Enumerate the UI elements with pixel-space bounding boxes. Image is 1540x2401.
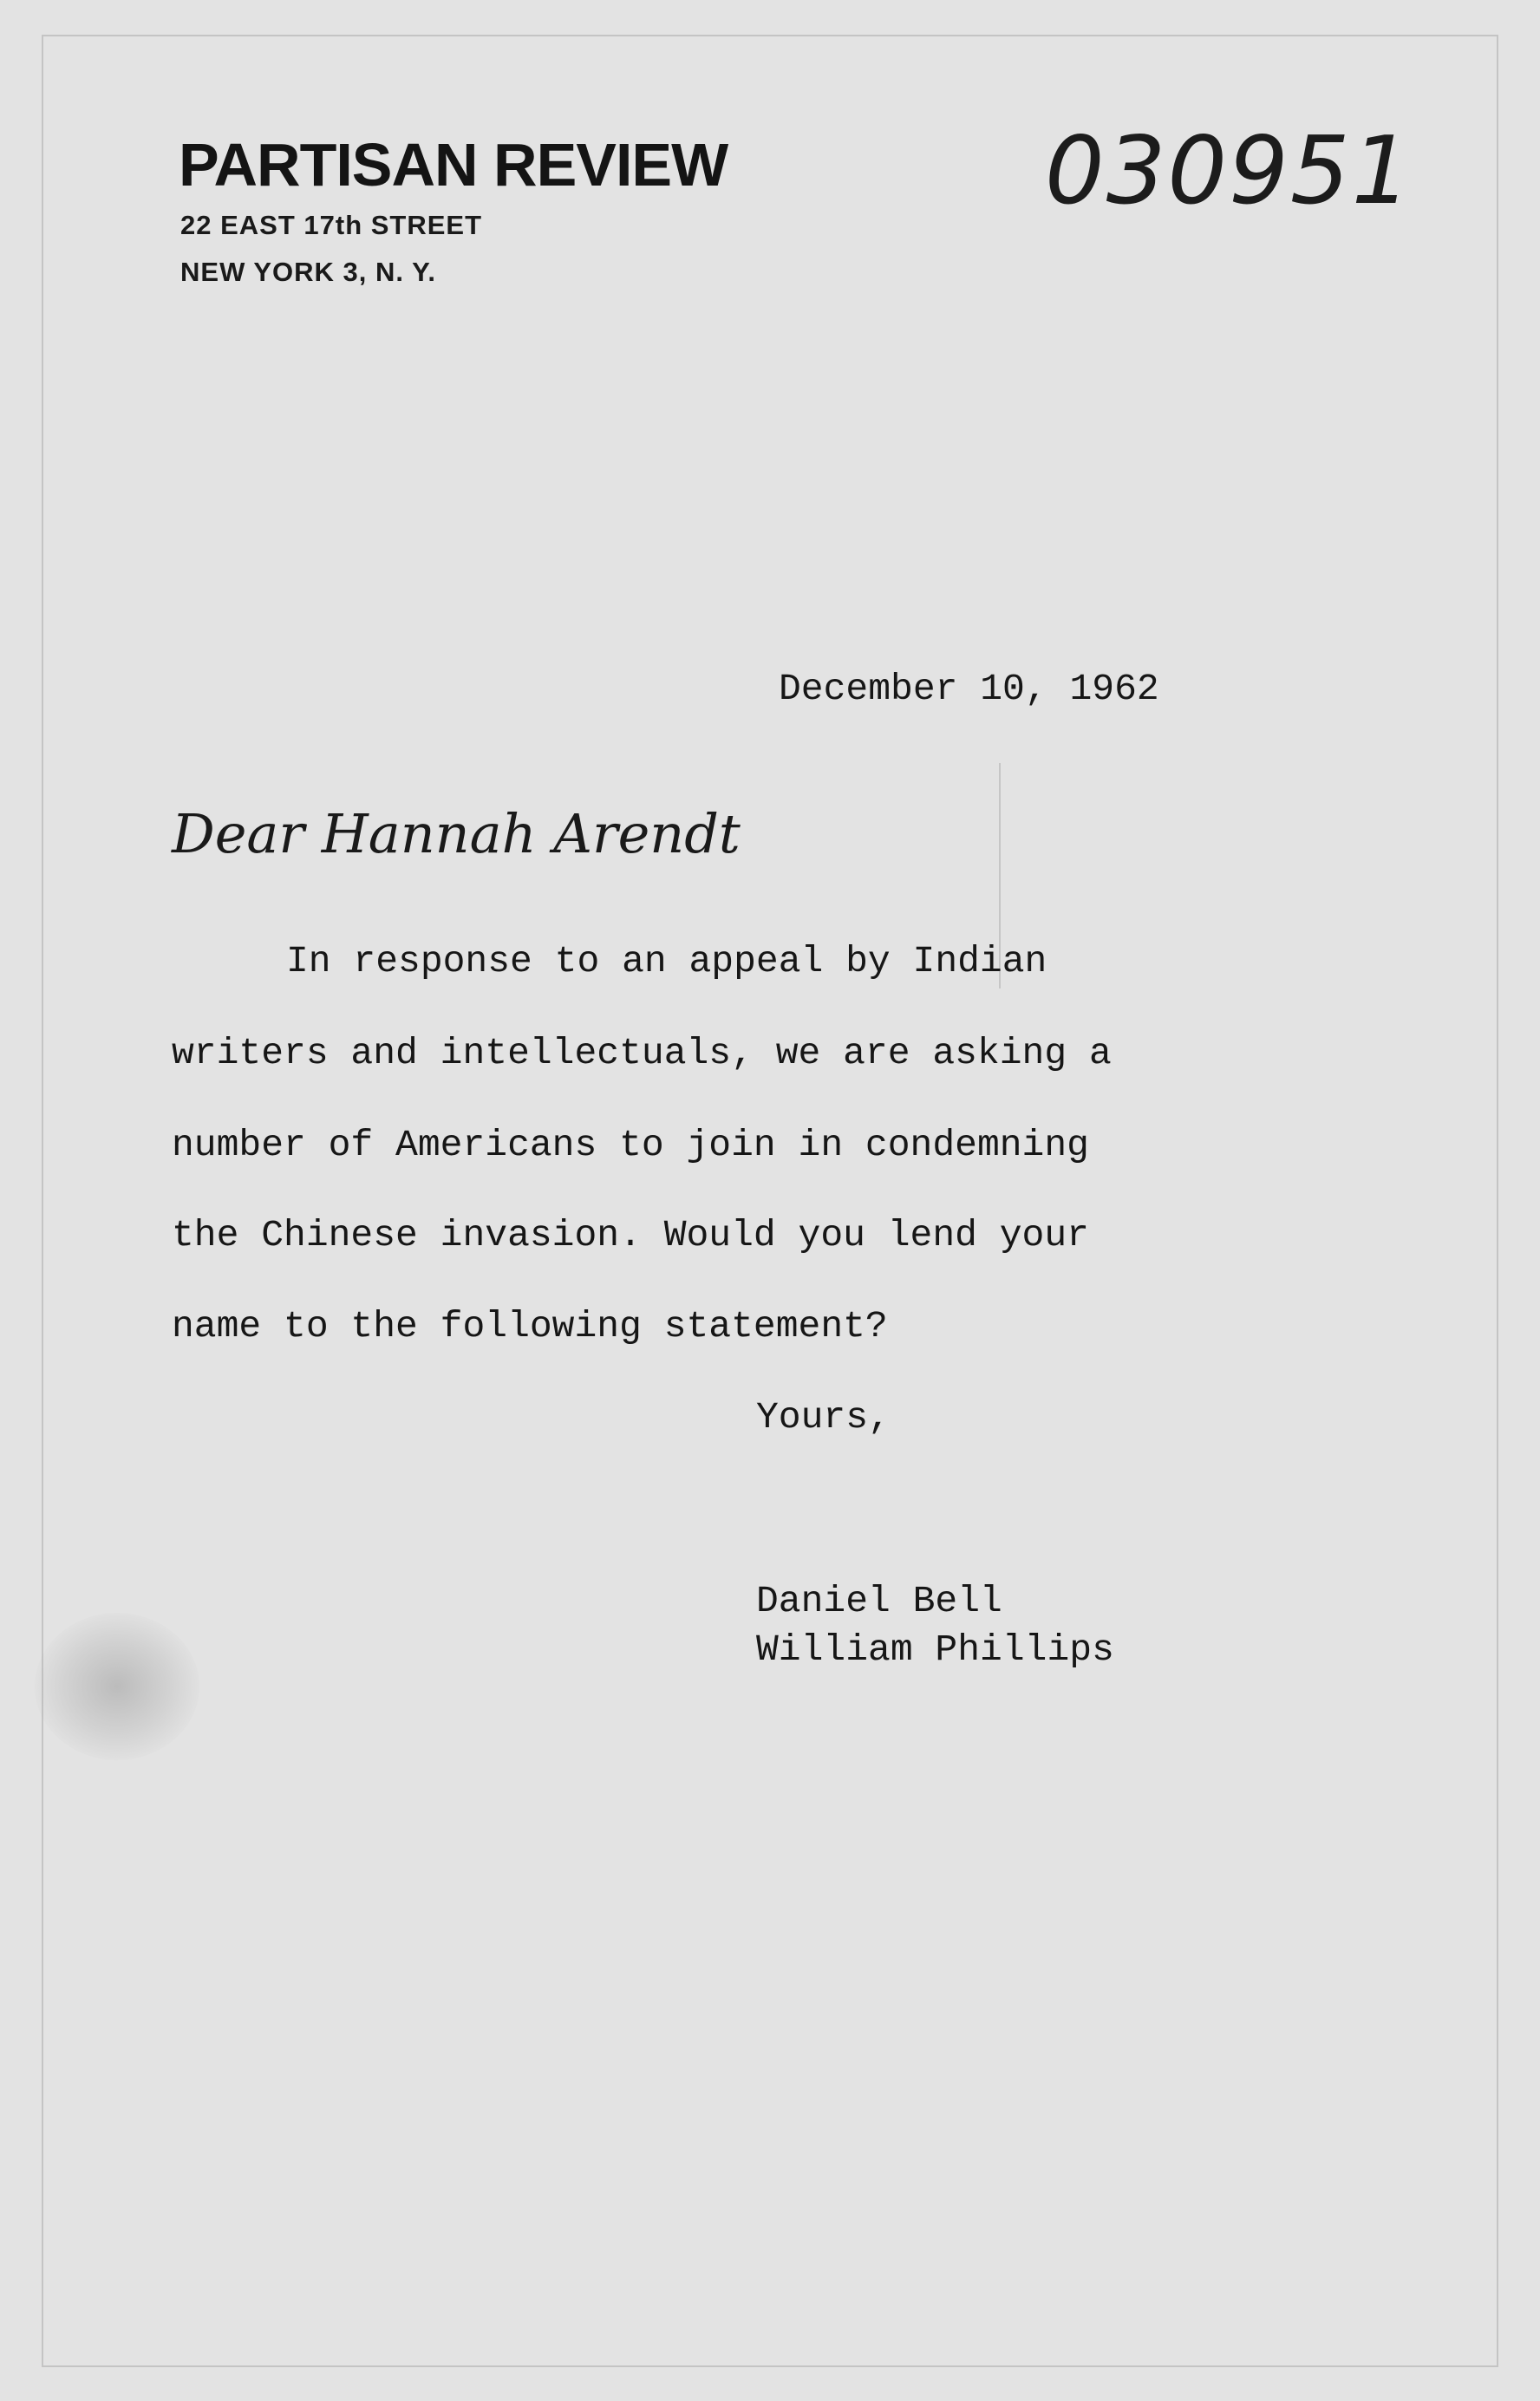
letterhead-address-city: NEW YORK 3, N. Y.: [180, 257, 436, 287]
body-line: writers and intellectuals, we are asking a: [172, 1032, 1112, 1074]
handwritten-salutation: Dear Hannah Arendt: [172, 802, 741, 865]
body-line: name to the following statement?: [172, 1305, 888, 1347]
body-line: In response to an appeal by Indian: [286, 940, 1047, 982]
signatory-name: Daniel Bell: [756, 1580, 1002, 1622]
body-line: number of Americans to join in condemning: [172, 1124, 1089, 1166]
handwritten-archive-number: 030951: [1045, 117, 1413, 225]
paper-edge: [42, 35, 1498, 2367]
paper-stain: [35, 1613, 199, 1760]
letter-date: December 10, 1962: [779, 668, 1159, 710]
letterhead-title: PARTISAN REVIEW: [179, 131, 728, 199]
body-line: the Chinese invasion. Would you lend your: [172, 1214, 1089, 1256]
letterhead-address-street: 22 EAST 17th STREET: [180, 210, 483, 240]
letter-closing: Yours,: [756, 1396, 891, 1439]
signatory-name: William Phillips: [756, 1628, 1114, 1671]
